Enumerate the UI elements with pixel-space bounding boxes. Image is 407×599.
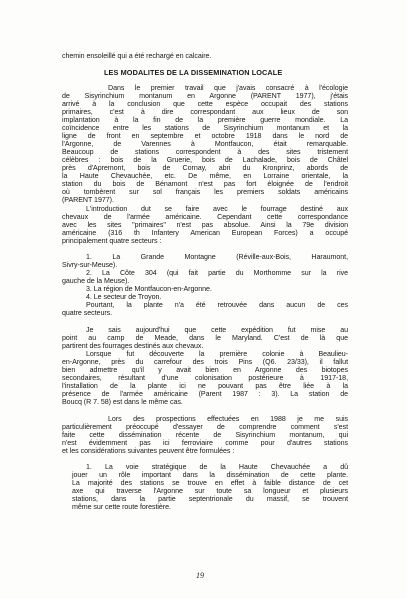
p5-line: jouer un rôle important dans la dissémination de cette plante. bbox=[72, 471, 348, 479]
p3-line: l'installation de la plante ici ne pouvant pas être liée à la bbox=[62, 382, 348, 390]
p2-line: américaine (316 th Infantery American European Forces) a occupé bbox=[62, 229, 348, 237]
p1-line: Beaucoup de stations correspondent à des sites tristement bbox=[62, 148, 348, 156]
sector-list bbox=[62, 253, 348, 317]
p5-line: axe qui traverse l'Argonne sur toute sa longueur et plusieurs bbox=[72, 487, 348, 495]
section-title: LES MODALITES DE LA DISSEMINATION LOCALE bbox=[104, 68, 283, 77]
p1-line: où tombèrent sur sol français les premiers soldats américains bbox=[62, 188, 348, 196]
list-item: 2. La Côte 304 (qui fait partie du Morthomme sur la rive bbox=[86, 269, 348, 277]
list-item: gauche de la Meuse). bbox=[62, 277, 130, 285]
p4-line: n'est évidemment pas ici ferroviaire comme pour d'autres stations bbox=[62, 439, 348, 447]
p3-line: point au camp de Meade, dans le Maryland. C'est de là que bbox=[62, 334, 348, 342]
p1-line: implantation à la fin de la première guerre mondiale. La bbox=[62, 116, 348, 124]
list-item: Sivry-sur-Meuse). bbox=[62, 261, 118, 269]
p5-line: même sur cette route forestière. bbox=[72, 503, 171, 511]
p1-line: station du bois de Bénamont n'est pas fort éloignée de l'endroit bbox=[62, 180, 348, 188]
paragraph-5 bbox=[62, 463, 348, 511]
p3-line: Lorsque fut découverte la première colonie à Beaulieu- bbox=[86, 350, 348, 358]
paragraph-2 bbox=[62, 205, 348, 245]
paragraph-3 bbox=[62, 326, 348, 406]
p3-line: partirent des fourrages destinés aux chevaux. bbox=[62, 342, 204, 350]
paragraph-1 bbox=[62, 84, 348, 204]
p3-line: Boucq (R 7. 58) est dans le même cas. bbox=[62, 398, 183, 406]
p4-line: Lors des prospections effectuées en 1988 je me suis bbox=[108, 415, 348, 423]
p1-line: primaires, c'est à dire correspondant aux lieux de son bbox=[62, 108, 348, 116]
lead-line: chemin ensoleillé qui a été rechargé en calcaire. bbox=[62, 52, 212, 60]
paragraph-4 bbox=[62, 415, 348, 455]
p3-line: en-Argonne, près du carrefour des trois Pins (Q6. 23/33), il fallut bbox=[62, 358, 348, 366]
p1-line: (PARENT 1977). bbox=[62, 196, 114, 204]
page-number: 19 bbox=[196, 571, 204, 580]
p2-line: avec les sites "primaires" n'est pas absolue. Ainsi la 79e division bbox=[62, 221, 348, 229]
p3-line: bien admettre qu'il y avait bien en Argonne des biotopes bbox=[62, 366, 348, 374]
p1-line: la Haute Chevauchée, etc. De même, en Lorraine orientale, la bbox=[62, 172, 348, 180]
p1-line: près d'Apremont, bois de Cornay, abri du Kronprinz, abords de bbox=[62, 164, 348, 172]
p5-line: 1. La voie stratégique de la Haute Chevauchée a dû bbox=[86, 463, 348, 471]
p3-line: secondaires, résultant d'une colonisation postérieure à 1917-18, bbox=[62, 374, 348, 382]
p1-line: arrivé à la conclusion que cette espèce occupait des stations bbox=[62, 100, 348, 108]
p5-line: La majorité des stations se trouve en effet à faible distance de cet bbox=[72, 479, 348, 487]
p4-line: et les considérations suivantes peuvent être formulées : bbox=[62, 447, 235, 455]
p1-line: coïncidence entre les stations de Sisyrinchium montanum et la bbox=[62, 124, 348, 132]
p1-line: l'Argonne, de Varennes à Montfaucon, était remarquable. bbox=[62, 140, 348, 148]
p3-line: Je sais aujourd'hui que cette expédition fut mise au bbox=[86, 326, 348, 334]
p4-line: faite cette dissémination récente de Sisyrinchium montanum, qui bbox=[62, 431, 348, 439]
list-item: 3. La région de Montfaucon-en-Argonne. bbox=[86, 285, 212, 293]
p1-line: de Sisyrinchium montanum en Argonne (PARENT 1977), j'étais bbox=[62, 92, 348, 100]
p4-line: particulièrement préoccupé d'essayer de comprendre comment s'est bbox=[62, 423, 348, 431]
p3-line: présence de l'armée américaine (Parent 1987 : 3). La station de bbox=[62, 390, 348, 398]
list-item: Pourtant, la plante n'a été retrouvée dans aucun de ces bbox=[86, 301, 348, 309]
p5-line: stations, dans la partie septentrionale du massif, se trouvent bbox=[72, 495, 348, 503]
list-item: 4. Le secteur de Troyon. bbox=[86, 293, 162, 301]
list-item: quatre secteurs. bbox=[62, 309, 113, 317]
p2-line: L'introduction dut se faire avec le fourrage destiné aux bbox=[86, 205, 348, 213]
p1-line: ligne de front en septembre et octobre 1918 dans le nord de bbox=[62, 132, 348, 140]
p2-line: chevaux de l'armée américaine. Cependant cette correspondance bbox=[62, 213, 348, 221]
p2-line: principalement quatre secteurs : bbox=[62, 237, 162, 245]
list-item: 1. La Grande Montagne (Réville-aux-Bois, Haraumont, bbox=[86, 253, 348, 261]
p1-line: Dans le premier travail que j'avais consacré à l'écologie bbox=[108, 84, 348, 92]
p1-line: célèbres : bois de la Gruerie, bois de Lachalade, bois de Châtel bbox=[62, 156, 348, 164]
